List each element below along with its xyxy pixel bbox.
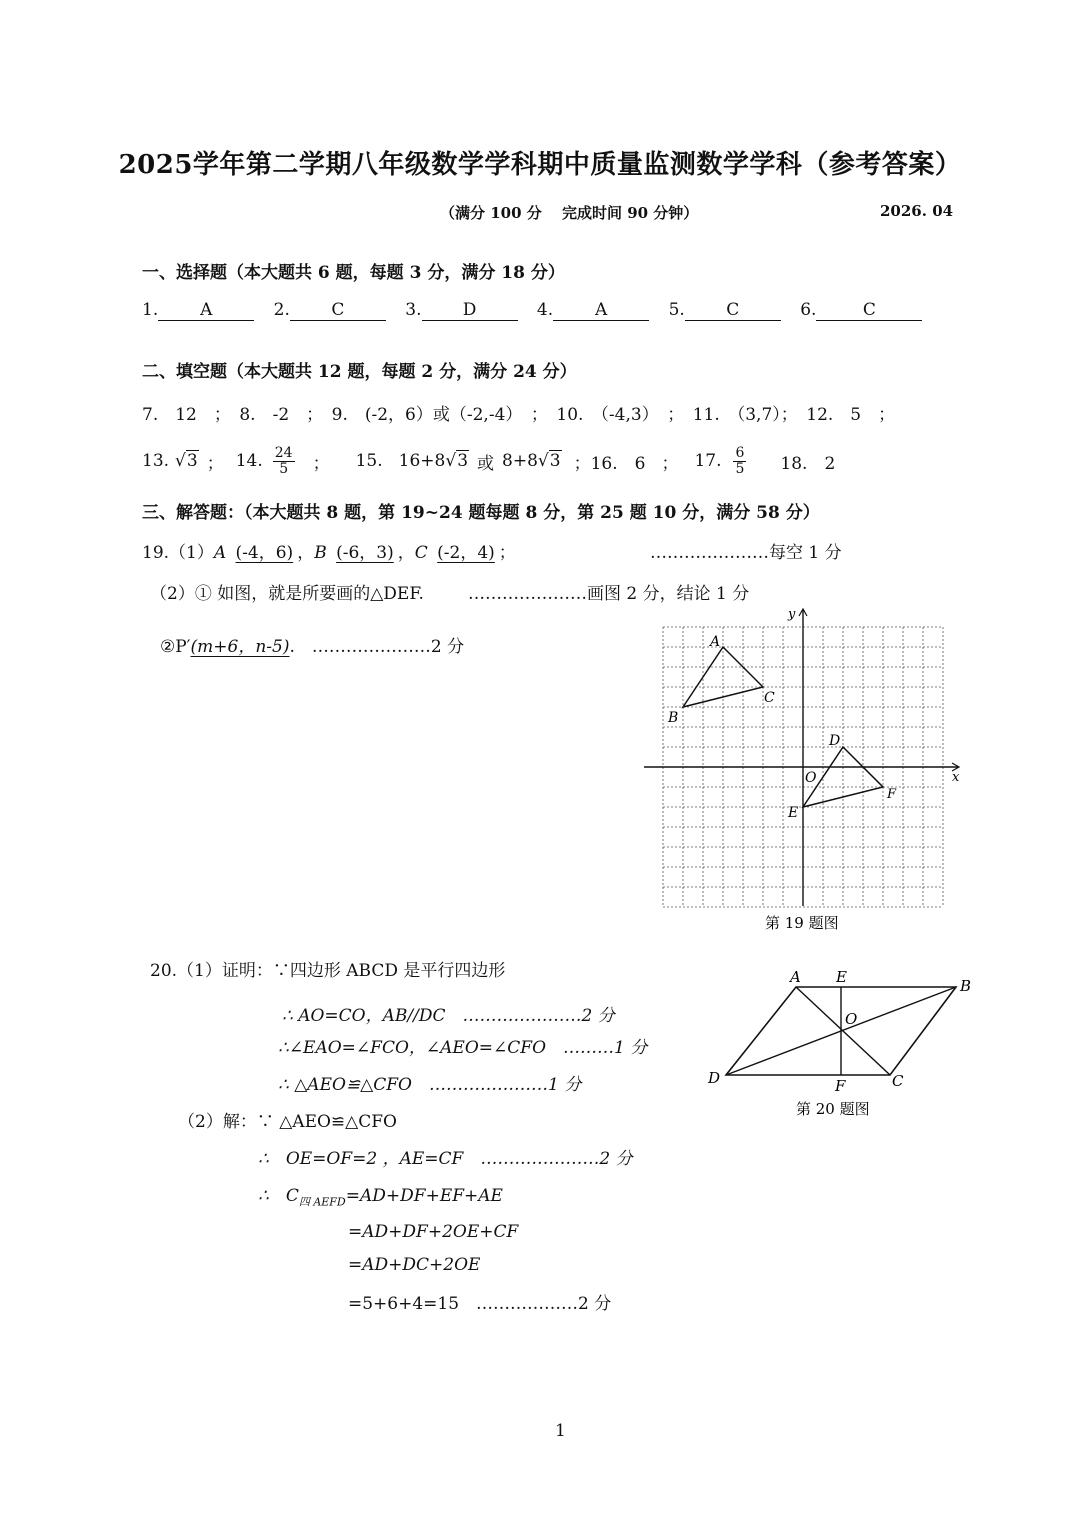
q19-a-value: (-4，6) [235, 543, 294, 563]
q17-no: 17. [694, 451, 722, 471]
mc-no-2: 2. [273, 300, 290, 320]
separator: ； [206, 453, 224, 474]
q20-line9: =AD+DC+2OE [348, 1255, 481, 1275]
q20-perimeter-subscript: 四 AEFD [298, 1195, 346, 1209]
mc-answer-6: C [816, 300, 922, 321]
q20-label-e: E [836, 968, 847, 986]
mc-answer-5: C [685, 300, 781, 321]
q19-point-c: C [414, 543, 428, 563]
q19-coordinate-figure [640, 600, 970, 940]
q20-parallelogram-figure [700, 960, 990, 1120]
q15-sqrt-2: √3 [537, 451, 561, 471]
q15-part-c: 8+8 [502, 451, 538, 471]
q19-point-b: B [314, 543, 327, 563]
q20-line6: ∴ OE=OF=2 ，AE=CF …………………2 分 [258, 1149, 633, 1169]
q20-line7 [258, 1181, 503, 1209]
mc-answer-1: A [158, 300, 254, 321]
mc-answer-4: A [553, 300, 649, 321]
q19-label-e: E [788, 805, 799, 821]
q16-answer: 16. 6 [590, 453, 646, 474]
separator: ； [312, 453, 330, 474]
q19-caption: 第 19 题图 [765, 914, 839, 932]
mc-no-6: 6. [800, 300, 817, 320]
q20-label-o: O [845, 1010, 858, 1028]
q17-numerator: 6 [735, 444, 745, 461]
separator: ； [573, 453, 591, 474]
q20-caption: 第 20 题图 [796, 1100, 870, 1118]
q20-label-a: A [790, 968, 801, 986]
q14-no: 14. [235, 451, 263, 471]
q18-answer: 18. 2 [780, 453, 836, 474]
q20-label-d: D [708, 1069, 721, 1087]
mc-no-4: 4. [536, 300, 554, 320]
q13-answer: √3 [175, 451, 198, 471]
q19-label-d: D [829, 733, 841, 749]
q20-line5: （2）解：∵ △AEO≌△CFO [178, 1112, 397, 1132]
fill-answers-row2 [142, 440, 835, 482]
q13-radicand: 3 [186, 451, 198, 471]
q15-no: 15. [355, 451, 383, 471]
q20-line1: 20.（1）证明：∵四边形 ABCD 是平行四边形 [150, 961, 506, 981]
q19-label-f: F [887, 787, 897, 802]
q19-label-a: A [710, 634, 721, 650]
section2-heading: 二、填空题（本大题共 12 题，每题 2 分，满分 24 分） [142, 362, 577, 382]
q20-line2: ∴ AO=CO，AB//DC …………………2 分 [282, 1006, 615, 1026]
q19-part3 [160, 632, 464, 657]
q17-fraction [733, 446, 746, 477]
q20-label-f: F [835, 1077, 846, 1095]
mc-answer-3: D [422, 300, 518, 321]
q19-c-value: (-2，4) [437, 543, 495, 563]
q15-radicand-2: 3 [549, 451, 561, 471]
exam-info: （满分 100 分 完成时间 90 分钟） [440, 204, 699, 222]
section1-heading: 一、选择题（本大题共 6 题，每题 3 分，满分 18 分） [142, 263, 565, 283]
q17-denominator: 5 [735, 460, 745, 477]
q19-part1-score: …………………每空 1 分 [650, 543, 842, 563]
q19-label: 19.（1） [142, 543, 214, 563]
q20-line10: =5+6+4=15 ………………2 分 [348, 1294, 612, 1314]
page-number: 1 [555, 1421, 566, 1441]
q15-sqrt-1: √3 [445, 451, 469, 471]
q14-denominator: 5 [279, 460, 289, 477]
q15-or: 或 [477, 453, 495, 474]
q19-b-value: (-6，3) [336, 543, 394, 563]
q19-p-prime-value: (m+6，n-5) [190, 637, 290, 657]
section3-heading: 三、解答题：（本大题共 8 题，第 19~24 题每题 8 分，第 25 题 10 分，满分 58 分） [142, 503, 820, 523]
q15-part-a: 16+8 [398, 451, 446, 471]
q15-radicand-1: 3 [457, 451, 469, 471]
q20-line4: ∴ △AEO≌△CFO …………………1 分 [278, 1075, 582, 1095]
q19-p-prime: ②P′ [160, 637, 191, 657]
q20-perimeter-expr: =AD+DF+EF+AE [345, 1186, 503, 1206]
page-title: 2025学年第二学期八年级数学学科期中质量监测数学学科（参考答案） [118, 150, 962, 180]
mc-no-1: 1. [142, 300, 159, 320]
mc-no-5: 5. [668, 300, 685, 320]
q20-diagonal-ac [796, 987, 890, 1075]
q14-numerator: 24 [274, 444, 293, 461]
q20-line8: =AD+DF+2OE+CF [348, 1222, 519, 1242]
q19-label-c: C [764, 690, 775, 706]
q19-label-o: O [805, 770, 817, 786]
exam-date: 2026. 04 [880, 202, 954, 220]
separator: ； [661, 453, 679, 474]
q19-part3-score: . …………………2 分 [289, 637, 465, 657]
mc-answers-row [142, 300, 922, 321]
q20-line3: ∴∠EAO=∠FCO，∠AEO=∠CFO ………1 分 [278, 1038, 648, 1058]
q20-perimeter-symbol: ∴ C [258, 1186, 299, 1206]
q13-no: 13. [142, 451, 170, 471]
q20-label-b: B [960, 977, 972, 995]
q19-part1: 19.（1）A (-4，6) ，B (-6，3) ，C (-2，4) ； [142, 543, 516, 563]
q19-label-b: B [668, 710, 679, 726]
mc-answer-2: C [290, 300, 386, 321]
q19-part2: （2）① 如图，就是所要画的△DEF. [150, 584, 424, 604]
q14-fraction [273, 446, 295, 477]
q19-point-a: A [213, 543, 227, 563]
mc-no-3: 3. [405, 300, 422, 320]
fill-answers-row1: 7. 12 ； 8. -2 ； 9. (-2，6）或（-2,-4） ； 10. （-4,3） ； 11. （3,7）； 12. 5 ； [142, 405, 896, 425]
q20-label-c: C [892, 1072, 904, 1090]
q19-label-x: x [952, 770, 960, 785]
q19-part2-score: …………………画图 2 分，结论 1 分 [468, 584, 750, 604]
q19-label-y: y [788, 607, 796, 622]
